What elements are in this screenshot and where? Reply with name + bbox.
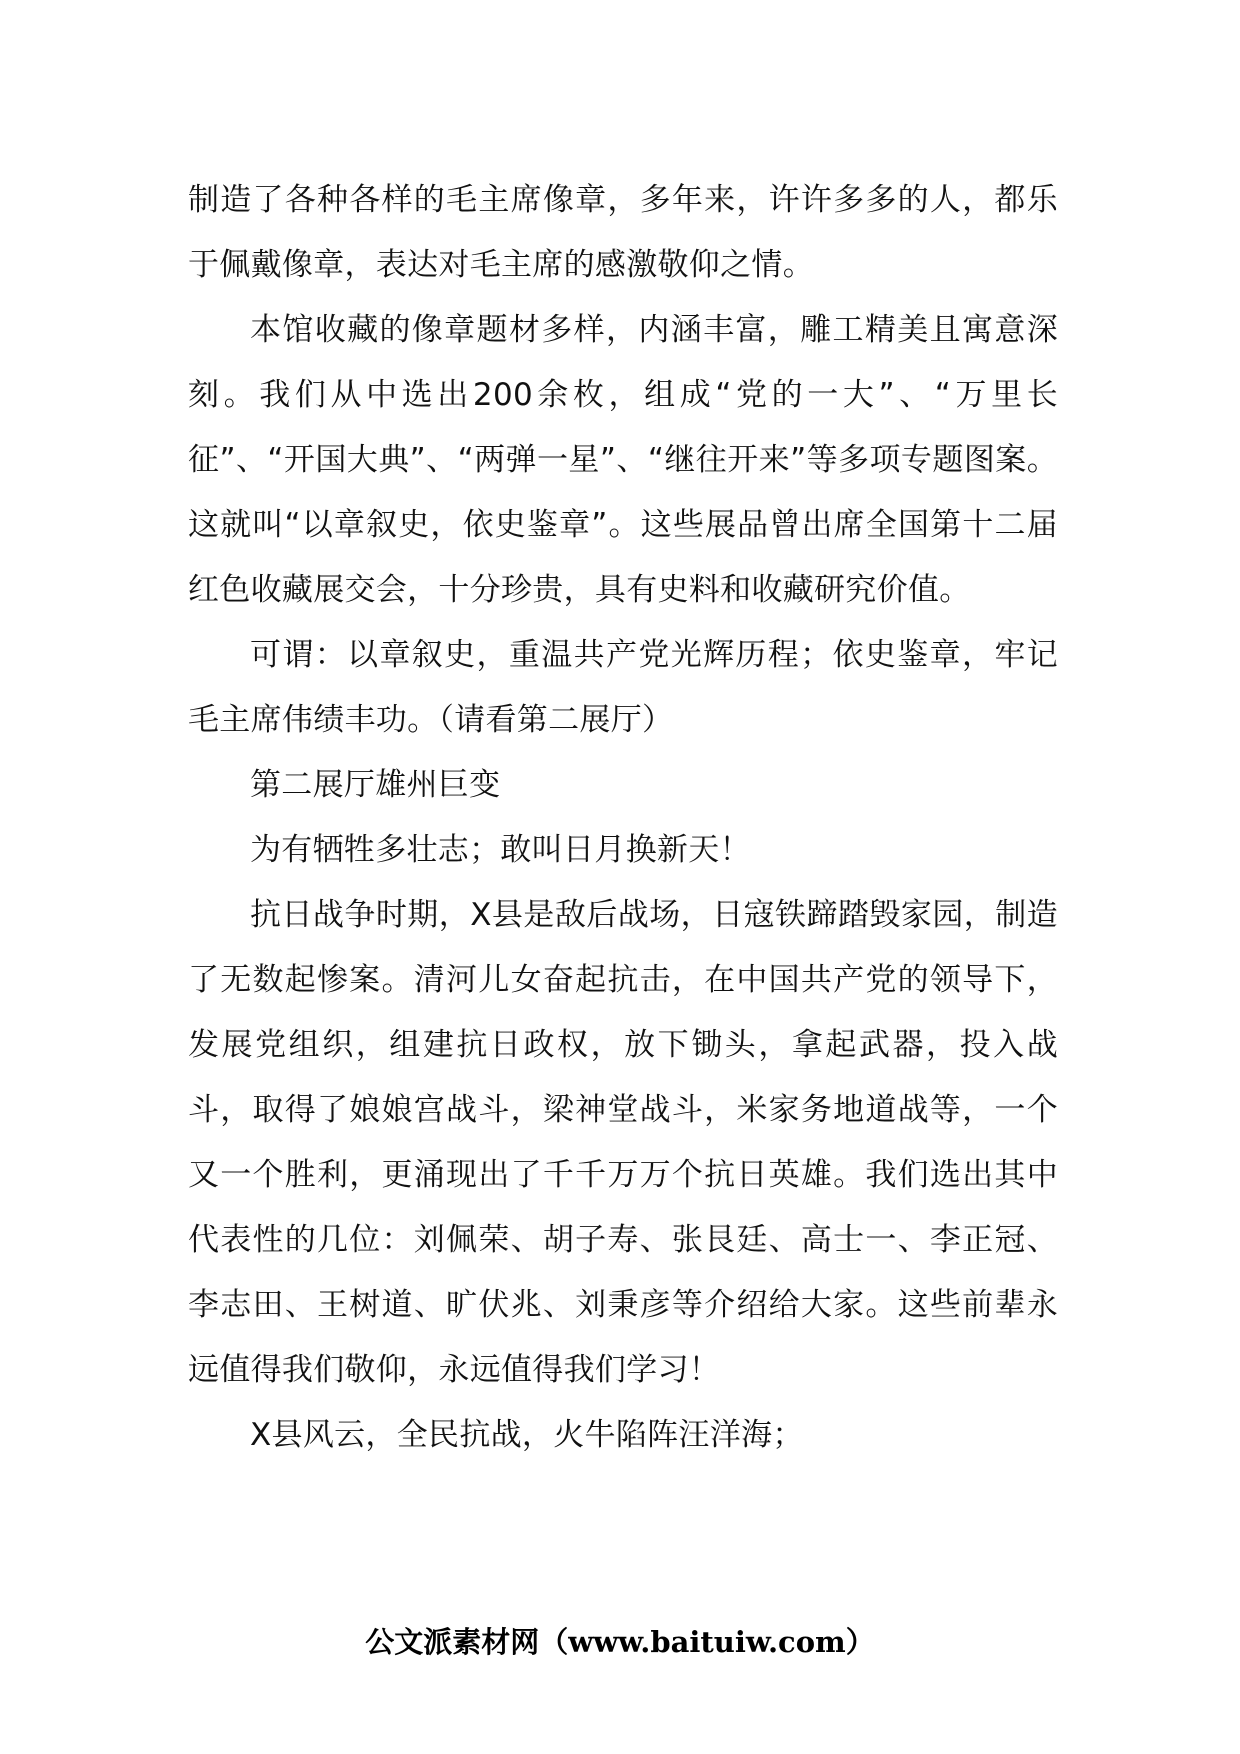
document-body xyxy=(188,168,1058,1468)
paragraph-war-history: 抗日战争时期，X县是敌后战场，日寇铁蹄踏毁家园，制造了无数起惨案。清河儿女奋起抗击，在中国共产党的领导下，发展党组织，组建抗日政权，放下锄头，拿起武器，投入战斗，取得了娘娘宫战斗，梁神堂战斗，米家务地道战等，一个又一个胜利，更涌现出了千千万万个抗日英雄。我们选出其中代表性的几位：刘佩荣、胡子寿、张艮廷、高士一、李正冠、李志田、王树道、旷伏兆、刘秉彦等介绍给大家。这些前辈永远值得我们敬仰，永远值得我们学习！ xyxy=(188,897,1058,1388)
footer-watermark: 公文派素材网（www.baituiw.com） xyxy=(365,1625,875,1659)
paragraph-badge-collection: 本馆收藏的像章题材多样，内涵丰富，雕工精美且寓意深刻。我们从中选出200余枚，组成“党的一大”、“万里长征”、“开国大典”、“两弹一星”、“继往开来”等多项专题图案。这就叫“以章叙史，依史鉴章”。这些展品曾出席全国第十二届红色收藏展交会，十分珍贵，具有史料和收藏研究价值。 xyxy=(188,312,1058,608)
paragraph-summary: 可谓：以章叙史，重温共产党光辉历程；依史鉴章，牢记毛主席伟绩丰功。（请看第二展厅） xyxy=(188,637,1058,738)
paragraph-verse: 为有牺牲多壮志；敢叫日月换新天！ xyxy=(250,832,751,868)
paragraph-couplet: X县风云，全民抗战，火牛陷阵汪洋海； xyxy=(250,1417,804,1453)
section-heading-hall-two: 第二展厅雄州巨变 xyxy=(250,767,501,803)
paragraph-continuation: 制造了各种各样的毛主席像章，多年来，许许多多的人，都乐于佩戴像章，表达对毛主席的感激敬仰之情。 xyxy=(188,182,1058,283)
